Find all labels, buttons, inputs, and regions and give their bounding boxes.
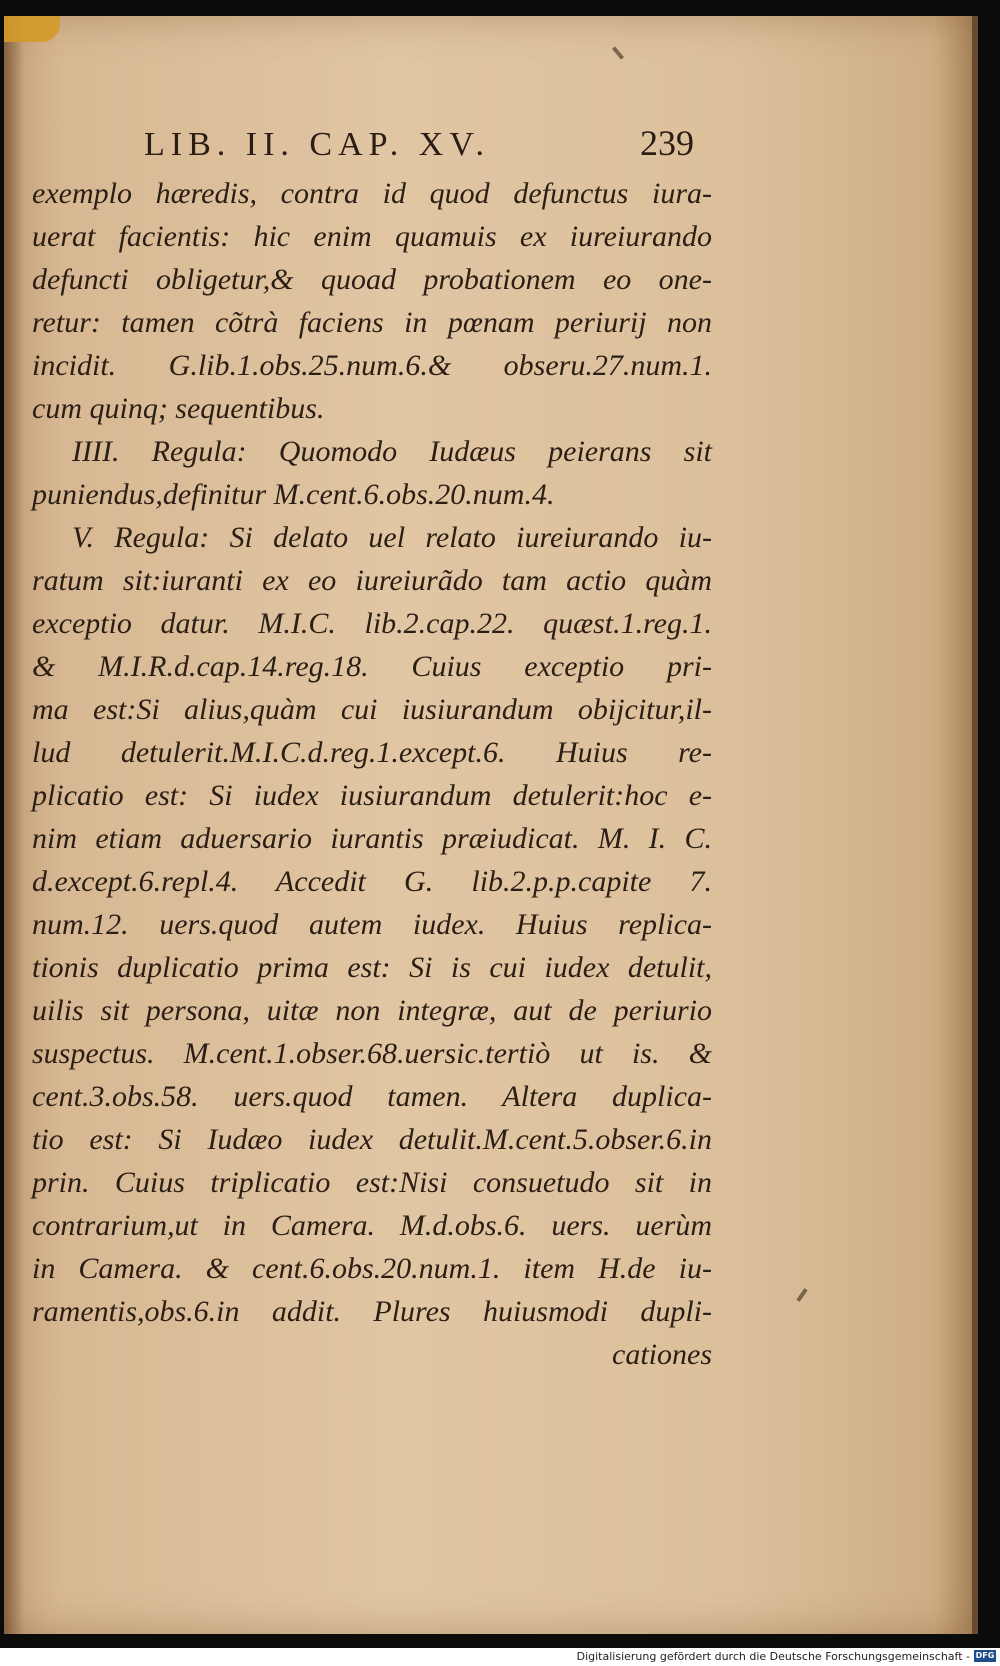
running-head: LIB. II. CAP. XV. (144, 126, 491, 163)
text-line: defuncti obligetur,& quoad probationem eo one- (32, 263, 712, 296)
text-line: uilis sit persona, uitæ non integræ, aut de periurio (32, 994, 712, 1027)
text-line: lud detulerit.M.I.C.d.reg.1.except.6. Huius re- (32, 736, 712, 769)
book-page (4, 16, 978, 1634)
text-line: tionis duplicatio prima est: Si is cui iudex detulit, (32, 951, 712, 984)
text-line: prin. Cuius triplicatio est:Nisi consuetudo sit in (32, 1166, 712, 1199)
body-text (32, 172, 712, 1376)
text-line: IIII. Regula: Quomodo Iudæus peierans sit (72, 435, 712, 468)
text-line: retur: tamen cõtrà faciens in pœnam periurij non (32, 306, 712, 339)
text-line: ratum sit:iuranti ex eo iureiurãdo tam actio quàm (32, 564, 712, 597)
gutter-shadow (4, 16, 24, 1634)
page-number: 239 (640, 123, 694, 163)
text-line: V. Regula: Si delato uel relato iureiurando iu- (72, 521, 712, 554)
ink-speck (612, 46, 624, 59)
dfg-logo: DFG (975, 1651, 995, 1660)
text-line: plicatio est: Si iudex iusiurandum detulerit:hoc e- (32, 779, 712, 812)
text-line: contrarium,ut in Camera. M.d.obs.6. uers. uerùm (32, 1209, 712, 1242)
text-line: d.except.6.repl.4. Accedit G. lib.2.p.p.capite 7. (32, 865, 712, 898)
text-line: nim etiam aduersario iurantis præiudicat. M. I. C. (32, 822, 712, 855)
catchword: cationes (612, 1338, 712, 1371)
corner-tab-mark (4, 16, 60, 42)
text-line: & M.I.R.d.cap.14.reg.18. Cuius exceptio pri- (32, 650, 712, 683)
text-line: in Camera. & cent.6.obs.20.num.1. item H.de iu- (32, 1252, 712, 1285)
text-line: cum quinq; sequentibus. (32, 392, 325, 425)
text-line: ma est:Si alius,quàm cui iusiurandum obijcitur,il- (32, 693, 712, 726)
text-line: suspectus. M.cent.1.obser.68.uersic.tertiò ut is. & (32, 1037, 712, 1070)
text-line: puniendus,definitur M.cent.6.obs.20.num.4. (32, 478, 555, 511)
text-line: exemplo hæredis, contra id quod defunctus iura- (32, 177, 712, 210)
text-line: tio est: Si Iudæo iudex detulit.M.cent.5.obser.6.in (32, 1123, 712, 1156)
text-line: cent.3.obs.58. uers.quod tamen. Altera duplica- (32, 1080, 712, 1113)
digitization-credit: Digitalisierung gefördert durch die Deutsche Forschungsgemeinschaft - (576, 1650, 970, 1663)
text-line: num.12. uers.quod autem iudex. Huius replica- (32, 908, 712, 941)
ink-speck (796, 1288, 807, 1302)
text-line: exceptio datur. M.I.C. lib.2.cap.22. quæst.1.reg.1. (32, 607, 712, 640)
text-line: incidit. G.lib.1.obs.25.num.6.& obseru.27.num.1. (32, 349, 712, 382)
text-line: uerat facientis: hic enim quamuis ex iureiurando (32, 220, 712, 253)
text-line: ramentis,obs.6.in addit. Plures huiusmodi dupli- (32, 1295, 712, 1328)
